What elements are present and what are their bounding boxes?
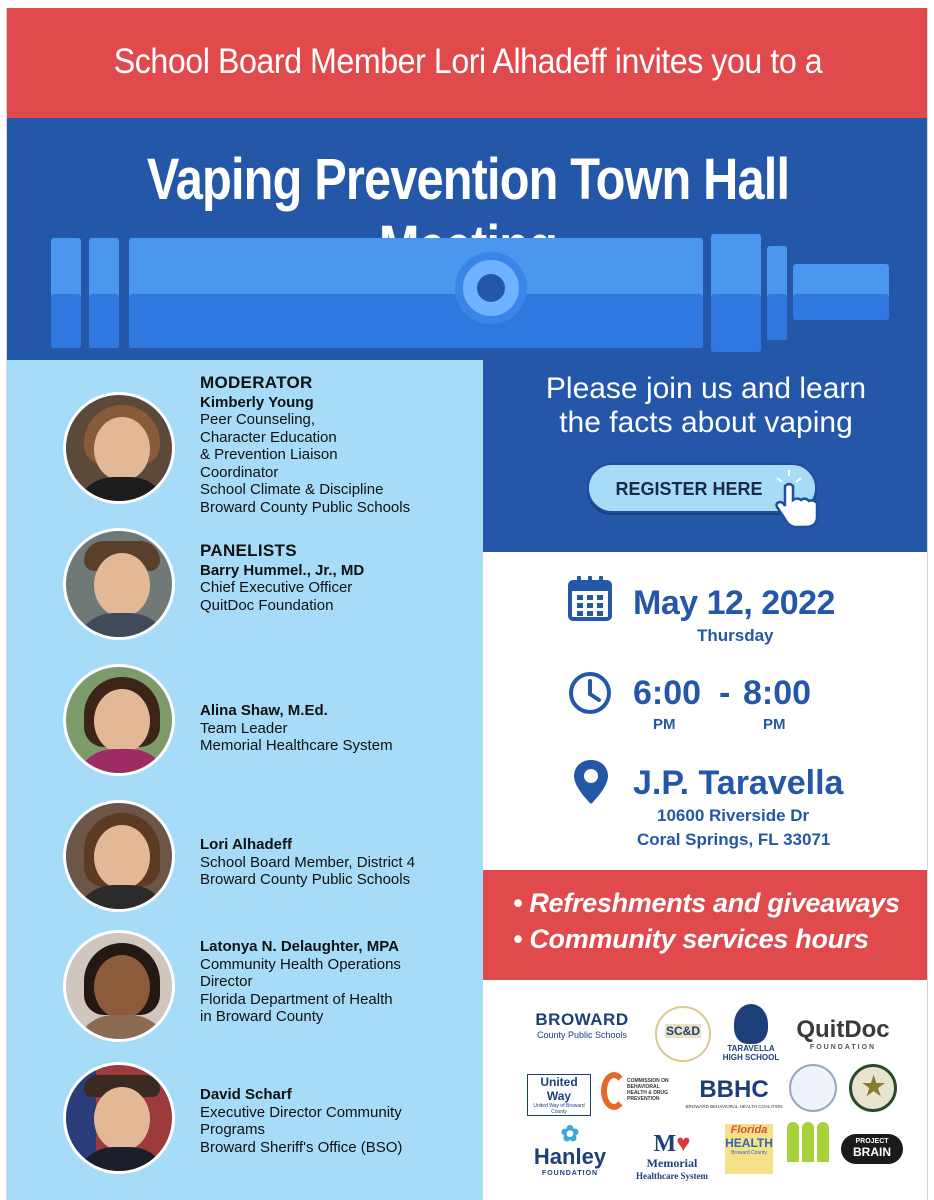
hanley-logo: [525, 1121, 615, 1177]
florida-health-logo: [725, 1124, 773, 1174]
moderator-line: Coordinator: [200, 463, 279, 481]
youth-coalition-logo: [783, 1122, 833, 1174]
panelist-line: Director: [200, 973, 253, 990]
event-date: May 12, 2022: [633, 584, 835, 622]
moderator-photo: [63, 392, 175, 504]
panelist-line: Broward County Public Schools: [200, 871, 411, 888]
venue-name: J.P. Taravella: [633, 764, 844, 802]
panelist-block: [200, 542, 364, 614]
sheriff-seal: [849, 1064, 897, 1112]
broward-subtitle: County Public Schools: [536, 1030, 628, 1040]
location-pin-icon: [571, 758, 611, 808]
moderator-line: & Prevention Liaison: [200, 446, 338, 463]
panelist-photo: [63, 528, 175, 640]
memorial-wordmark: Memorial: [646, 1156, 698, 1170]
memorial-subtitle: Healthcare System: [635, 1171, 709, 1181]
panelist-photo: [63, 1062, 175, 1174]
flyer: [6, 8, 928, 1200]
event-start-ampm: PM: [653, 716, 676, 733]
scd-wordmark: SC&D: [665, 1024, 700, 1038]
quitdoc-logo: [783, 1016, 903, 1051]
bbhc-wordmark: BBHC: [699, 1076, 769, 1103]
brain-wordmark: BRAIN: [853, 1145, 891, 1159]
hanley-subtitle: FOUNDATION: [541, 1170, 599, 1177]
panelist-line: Memorial Healthcare System: [200, 737, 393, 754]
broward-wordmark: BROWARD: [535, 1010, 629, 1029]
panelist-block: [200, 1086, 402, 1156]
panelist-name: Alina Shaw, M.Ed.: [200, 702, 328, 719]
panelist-photo: [63, 800, 175, 912]
moderator-name: Kimberly Young: [200, 393, 314, 411]
united-way-wordmark: United Way: [540, 1075, 578, 1103]
project-brain-logo: [841, 1134, 903, 1164]
hanley-wordmark: Hanley: [533, 1144, 607, 1169]
calendar-icon: [567, 574, 613, 622]
memorial-logo: M♥ Memorial Healthcare System: [629, 1132, 715, 1181]
panelist-line: Broward Sheriff's Office (BSO): [200, 1138, 403, 1156]
panelist-block: [200, 702, 393, 755]
star-icon: ★: [862, 1071, 886, 1101]
perk-item: • Refreshments and giveaways: [513, 888, 900, 918]
moderator-heading: MODERATOR: [200, 373, 313, 392]
project-wordmark: PROJECT: [855, 1138, 889, 1145]
cta-line-2: the facts about vaping: [559, 406, 853, 439]
health-subtitle: Broward County: [731, 1150, 767, 1156]
panelist-photo: [63, 930, 175, 1042]
bbhc-logo: [679, 1076, 789, 1109]
moderator-line: Peer Counseling,: [200, 411, 316, 428]
moderator-block: [200, 374, 410, 516]
panelist-block: [200, 938, 401, 1026]
health-dept-seal: [789, 1064, 837, 1112]
united-way-logo: [527, 1074, 591, 1116]
panelist-line: Community Health Operations: [200, 955, 401, 973]
perk-item: • Community services hours: [513, 924, 869, 954]
panelist-name: Lori Alhadeff: [200, 836, 292, 853]
panelist-line: Executive Director Community: [200, 1103, 402, 1121]
panelist-block: [200, 836, 415, 889]
panelist-name: Latonya N. Delaughter, MPA: [200, 938, 399, 955]
panelist-photo: [63, 664, 175, 776]
cta-line-1: Please join us and learn: [545, 372, 867, 405]
panelist-name: David Scharf: [200, 1086, 292, 1103]
commission-wordmark: COMMISSION ON BEHAVIORAL HEALTH & DRUG PREVENTION: [627, 1078, 669, 1102]
event-weekday: Thursday: [697, 626, 774, 645]
venue-address-line-1: 10600 Riverside Dr: [657, 806, 810, 825]
taravella-wordmark: TARAVELLA HIGH SCHOOL: [722, 1044, 780, 1062]
event-title: Vaping Prevention Town Hall: [146, 147, 790, 212]
quitdoc-subtitle: FOUNDATION: [809, 1044, 877, 1051]
moderator-line: School Climate & Discipline: [200, 481, 384, 498]
invite-line: School Board Member Lori Alhadeff invites you to a: [113, 42, 823, 81]
panelists-heading: PANELISTS: [200, 541, 297, 560]
perks-banner: [483, 870, 928, 980]
scd-logo: [655, 1006, 711, 1062]
panelist-line: Florida Department of Health: [200, 990, 393, 1008]
health-wordmark: HEALTH: [725, 1136, 773, 1150]
panelist-line: QuitDoc Foundation: [200, 596, 334, 614]
event-end-time: 8:00: [743, 674, 812, 712]
florida-wordmark: Florida: [730, 1124, 768, 1136]
pointing-hand-icon: [773, 468, 821, 528]
united-way-subtitle: United Way of Broward County: [533, 1103, 585, 1115]
taravella-logo: [719, 1004, 783, 1062]
cta-panel: [483, 360, 928, 552]
event-end-ampm: PM: [763, 716, 786, 733]
register-button-label: REGISTER HERE: [615, 479, 763, 499]
panelist-line: in Broward County: [200, 1008, 324, 1025]
venue-address-line-2: Coral Springs, FL 33071: [637, 830, 831, 849]
panelist-line: Team Leader: [200, 719, 288, 737]
event-start-time: 6:00: [633, 674, 702, 712]
broward-schools-logo: [527, 1010, 637, 1040]
panelist-line: School Board Member, District 4: [200, 853, 416, 871]
bbhc-subtitle: BROWARD BEHAVIORAL HEALTH COALITION: [685, 1104, 783, 1109]
hanley-flower-icon: ✿: [560, 1121, 580, 1146]
moderator-line: Broward County Public Schools: [200, 498, 411, 516]
event-time-dash: -: [719, 674, 731, 712]
panelist-name: Barry Hummel., Jr., MD: [200, 561, 365, 579]
panelist-line: Programs: [200, 1121, 266, 1138]
moderator-line: Character Education: [200, 428, 337, 446]
clock-icon: [567, 670, 613, 716]
panelist-line: Chief Executive Officer: [200, 579, 353, 596]
quitdoc-wordmark: QuitDoc: [796, 1016, 890, 1043]
invite-banner: [7, 8, 928, 118]
